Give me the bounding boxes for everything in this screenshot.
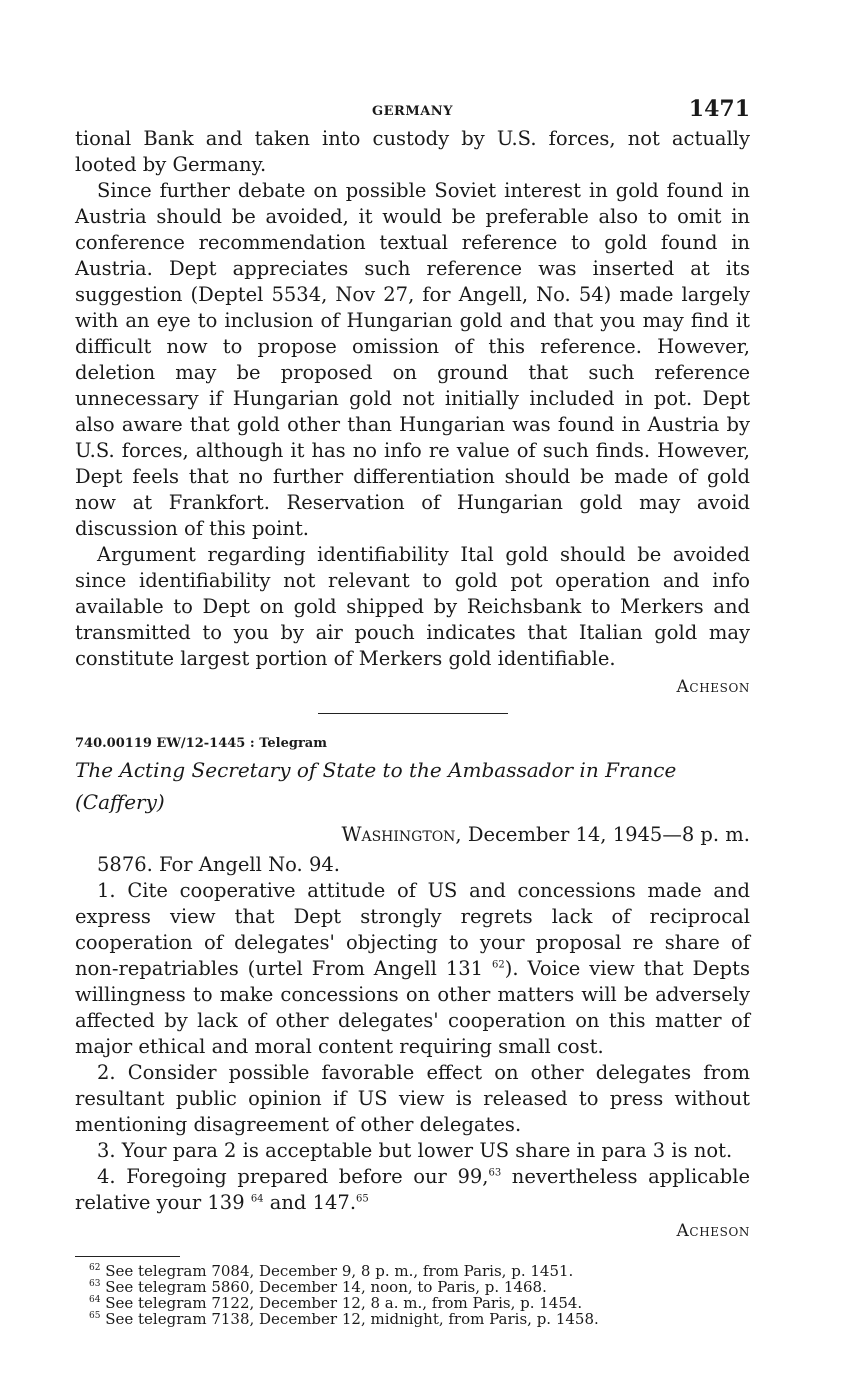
footnote-number: 64 [89, 1295, 101, 1305]
paragraph: 3. Your para 2 is acceptable but lower US share in para 3 is not. [97, 1139, 733, 1162]
paragraph [75, 878, 750, 1060]
footnote-ref: 63 [488, 1167, 502, 1179]
paragraph: Since further debate on possible Soviet interest in gold found in Austria should be avoided, it would be preferable also to omit in conference recommendation textual reference to gold found in Austria. Dept appreciates such reference was inserted at its suggestion (Deptel 5534, Nov 27, for Angell, No. 54) made largely with an eye to inclusion of Hungarian gold and that you may find it difficult now to propose omission of this reference. However, deletion may be proposed on ground that such reference unnecessary if Hungarian gold not initially included in pot. Dept also aware that gold other than Hungarian was found in Austria by U.S. forces, although it has no info re value of such finds. However, Dept feels that no further differentiation should be made of gold now at Frankfort. Reservation of Hungarian gold may avoid discussion of this point. [75, 179, 750, 540]
footnote-number: 65 [89, 1311, 101, 1321]
paragraph-text: 4. Foregoing prepared before our 99, [97, 1165, 489, 1188]
paragraph-text: 1. Cite cooperative attitude of US and concessions made and express view that Dept strongly regrets lack of reciprocal cooperation of delegates' objecting to your proposal re share of non-repatriables (urtel From Angell 131 [75, 879, 750, 980]
footnote [75, 1279, 750, 1295]
footnote-ref: 62 [492, 959, 505, 971]
footnote-text: See telegram 7084, December 9, 8 p. m., from Paris, p. 1451. [105, 1262, 574, 1280]
top-section [75, 126, 750, 700]
paragraph: Argument regarding identifiability Ital gold should be avoided since identifiability not relevant to gold pot operation and info available to Dept on gold shipped by Reichsbank to Merkers and transmitted to you by air pouch indicates that Italian gold may constitute largest portion of Merkers gold identifiable. [75, 543, 750, 670]
footnote-ref: 65 [356, 1193, 369, 1205]
paragraph: 2. Consider possible favorable effect on other delegates from resultant public opinion if US view is released to press without mentioning disagreement of other delegates. [75, 1061, 750, 1136]
signature [75, 1218, 750, 1244]
footnote [75, 1311, 750, 1327]
footnotes [75, 1263, 750, 1327]
footnote-text: See telegram 7122, December 12, 8 a. m., from Paris, p. 1454. [105, 1294, 583, 1312]
document-section [75, 734, 750, 1244]
signature-name: Acheson [676, 1221, 750, 1241]
paragraph: tional Bank and taken into custody by U.S. forces, not actually looted by Germany. [75, 127, 750, 176]
footnote [75, 1295, 750, 1311]
footnote-text: See telegram 7138, December 12, midnight, from Paris, p. 1458. [105, 1310, 599, 1328]
paragraph-text: and 147. [263, 1191, 357, 1214]
document-title: The Acting Secretary of State to the Ambassador in France (Caffery) [75, 758, 677, 814]
document-reference: 740.00119 EW/12-1445 : Telegram [75, 736, 327, 751]
running-head-title: GERMANY [372, 104, 453, 119]
paragraph: 5876. For Angell No. 94. [97, 853, 340, 876]
dateline-place: Washington [341, 823, 456, 846]
paragraph [75, 1164, 750, 1216]
section-divider [318, 713, 508, 714]
footnote-ref: 64 [250, 1193, 264, 1205]
page-number: 1471 [688, 96, 750, 122]
footnote-number: 63 [89, 1279, 101, 1289]
footnote [75, 1263, 750, 1279]
footnote-text: See telegram 5860, December 14, noon, to Paris, p. 1468. [105, 1278, 547, 1296]
dateline-date: , December 14, 1945—8 p. m. [455, 823, 750, 846]
document-page [75, 92, 750, 1327]
footnote-divider [75, 1256, 180, 1257]
paragraph-text: ). Voice view that Depts willingness to make concessions on other matters will be adversely affected by lack of other delegates' cooperation on this matter of major ethical and moral content requiring small cost. [75, 957, 750, 1058]
dateline [75, 818, 750, 852]
footnote-number: 62 [89, 1263, 101, 1273]
signature-name: Acheson [676, 677, 750, 697]
signature [75, 674, 750, 700]
running-head [75, 92, 750, 126]
paragraph-text: nevertheless applicable relative your 139 [75, 1165, 750, 1214]
